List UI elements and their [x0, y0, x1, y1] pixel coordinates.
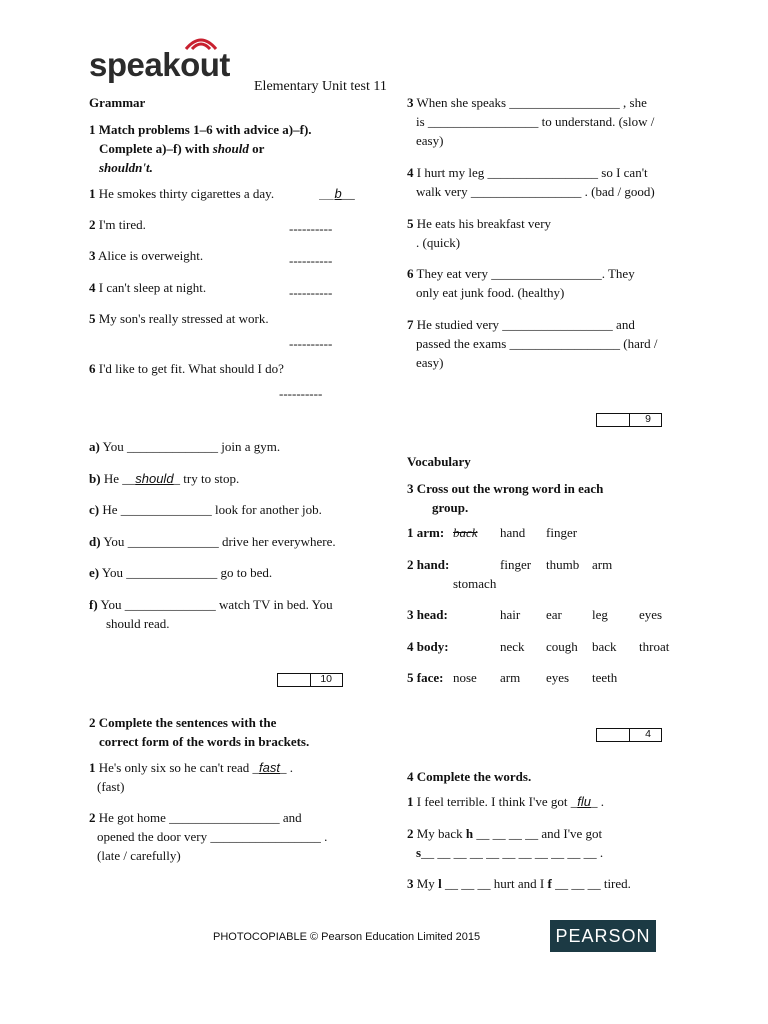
- ex1-should: should: [212, 141, 249, 156]
- problem-answer-blank[interactable]: ----------: [279, 386, 323, 401]
- word-option[interactable]: arm: [592, 557, 613, 572]
- word-option[interactable]: thumb: [546, 557, 580, 572]
- sentence-item: 7 He studied very _________________ and: [407, 317, 635, 332]
- score-total: 9: [645, 413, 651, 425]
- sentence-item: 3 When she speaks _________________ , she: [407, 95, 647, 110]
- problem-answer-blank[interactable]: ----------: [289, 221, 333, 236]
- word-item: 2 My back h __ __ __ __ and I've got: [407, 826, 603, 841]
- advice-item: e) You ______________ go to bed.: [89, 565, 273, 580]
- problem-item: 5 My son's really stressed at work.: [89, 311, 269, 326]
- test-title: Elementary Unit test 11: [254, 79, 387, 94]
- advice-item: f) You ______________ watch TV in bed. You: [89, 597, 333, 612]
- word-option[interactable]: teeth: [592, 670, 618, 685]
- word-option[interactable]: throat: [639, 639, 670, 654]
- word-option[interactable]: hair: [500, 607, 521, 622]
- advice-blank[interactable]: ______________: [120, 502, 212, 517]
- sentence-item: 2 He got home _________________ and: [89, 810, 302, 825]
- score-total: 10: [320, 673, 332, 685]
- problem-item: 3 Alice is overweight.: [89, 248, 204, 263]
- speech-arc-icon: [183, 35, 219, 51]
- speakout-logo: [89, 47, 230, 83]
- ex1-shouldnt: shouldn't.: [99, 160, 153, 175]
- word-group-label: 3 head:: [407, 607, 448, 622]
- ex1-or: or: [248, 141, 265, 156]
- ex2-instruction-b: correct form of the words in brackets.: [99, 734, 310, 749]
- ex2-instruction-a: 2 Complete the sentences with the: [89, 715, 277, 730]
- problem-answer-blank[interactable]: ----------: [289, 253, 333, 268]
- word-item: 1 I feel terrible. I think I've got _flu_ .: [407, 794, 604, 809]
- ex3-instruction-b: group.: [432, 500, 469, 515]
- advice-item-continued: should read.: [106, 616, 170, 631]
- advice-blank[interactable]: __should_: [122, 471, 181, 486]
- sentence-hint: easy): [416, 355, 444, 370]
- sentence-item: 4 I hurt my leg _________________ so I can't: [407, 165, 648, 180]
- ex4-instruction: 4 Complete the words.: [407, 769, 532, 784]
- sentence-item-line2: passed the exams _________________ (hard /: [416, 336, 658, 351]
- ex1-number: 1: [89, 122, 96, 137]
- advice-item: a) You ______________ join a gym.: [89, 439, 281, 454]
- sentence-item-line2: . (quick): [416, 235, 461, 250]
- sentence-item-line2: walk very _________________ . (bad / good): [416, 184, 655, 199]
- sentence-item: 1 He's only six so he can't read _fast_ .: [89, 760, 294, 775]
- sentence-item-line2: only eat junk food. (healthy): [416, 285, 565, 300]
- pearson-logo: PEARSON: [550, 920, 656, 952]
- advice-blank[interactable]: ______________: [124, 597, 216, 612]
- advice-blank[interactable]: ______________: [126, 439, 218, 454]
- word-group-label: 5 face:: [407, 670, 444, 685]
- grammar-heading: Grammar: [89, 95, 146, 110]
- problem-answer-blank[interactable]: ----------: [289, 285, 333, 300]
- photocopiable-notice: PHOTOCOPIABLE © Pearson Education Limited 2015: [213, 931, 481, 943]
- word-option[interactable]: eyes: [639, 607, 663, 622]
- word-item-line2: s__ __ __ __ __ __ __ __ __ __ __ .: [416, 845, 604, 860]
- word-group-label: 4 body:: [407, 639, 449, 654]
- word-option[interactable]: nose: [453, 670, 477, 685]
- sentence-answer[interactable]: _fast_: [252, 760, 287, 775]
- sentence-hint: (fast): [97, 779, 125, 794]
- problem-answer-blank[interactable]: ----------: [289, 336, 333, 351]
- word-option[interactable]: leg: [592, 607, 608, 622]
- problem-item: 6 I'd like to get fit. What should I do?: [89, 361, 284, 376]
- word-option[interactable]: arm: [500, 670, 521, 685]
- vocabulary-heading: Vocabulary: [407, 454, 471, 469]
- sentence-item-line2: opened the door very _________________ .: [97, 829, 328, 844]
- problem-item: 4 I can't sleep at night.: [89, 280, 207, 295]
- word-blank[interactable]: __ __ __ __ and I've got: [473, 826, 603, 841]
- word-blank[interactable]: __ __ __ __ __ __ __ __ __ __ __ .: [421, 845, 604, 860]
- word-option[interactable]: eyes: [546, 670, 570, 685]
- advice-blank[interactable]: ______________: [127, 534, 219, 549]
- word-option[interactable]: hand: [500, 525, 526, 540]
- sentence-hint: easy): [416, 133, 444, 148]
- advice-blank[interactable]: ______________: [126, 565, 218, 580]
- score-box[interactable]: [277, 673, 343, 687]
- word-answer[interactable]: _flu_: [570, 794, 598, 809]
- problem-answer[interactable]: __b__: [320, 186, 355, 201]
- advice-item: b) He __should_ try to stop.: [89, 471, 240, 486]
- score-box[interactable]: [596, 728, 662, 742]
- word-item: 3 My l __ __ __ hurt and I f __ __ __ tired.: [407, 876, 631, 891]
- logo-wordmark: speakout: [89, 46, 230, 83]
- score-box[interactable]: [596, 413, 662, 427]
- sentence-item-line2: is _________________ to understand. (slow /: [416, 114, 655, 129]
- score-total: 4: [645, 728, 651, 740]
- word-option[interactable]: finger: [546, 525, 578, 540]
- sentence-hint: (late / carefully): [97, 848, 181, 863]
- problem-item: 1 He smokes thirty cigarettes a day.: [89, 186, 275, 201]
- word-blank[interactable]: __ __ __ hurt and I: [441, 876, 548, 891]
- ex1-instruction-a: Match problems 1–6 with advice a)–f).: [98, 122, 312, 137]
- word-option[interactable]: finger: [500, 557, 532, 572]
- word-option-crossed[interactable]: back: [453, 525, 478, 540]
- ex1-instruction-b: Complete a)–f) with: [99, 141, 213, 156]
- advice-item: c) He ______________ look for another job.: [89, 502, 322, 517]
- word-group-label: 2 hand:: [407, 557, 450, 572]
- word-group-label: 1 arm:: [407, 525, 445, 540]
- sentence-item: 6 They eat very _________________. They: [407, 266, 635, 281]
- problem-item: 2 I'm tired.: [89, 217, 146, 232]
- word-option[interactable]: stomach: [453, 576, 497, 591]
- word-option[interactable]: ear: [546, 607, 562, 622]
- word-option[interactable]: neck: [500, 639, 525, 654]
- ex3-instruction-a: 3 Cross out the wrong word in each: [407, 481, 604, 496]
- sentence-item: 5 He eats his breakfast very: [407, 216, 552, 231]
- word-option[interactable]: cough: [546, 639, 578, 654]
- advice-item: d) You ______________ drive her everywhere.: [89, 534, 336, 549]
- word-option[interactable]: back: [592, 639, 617, 654]
